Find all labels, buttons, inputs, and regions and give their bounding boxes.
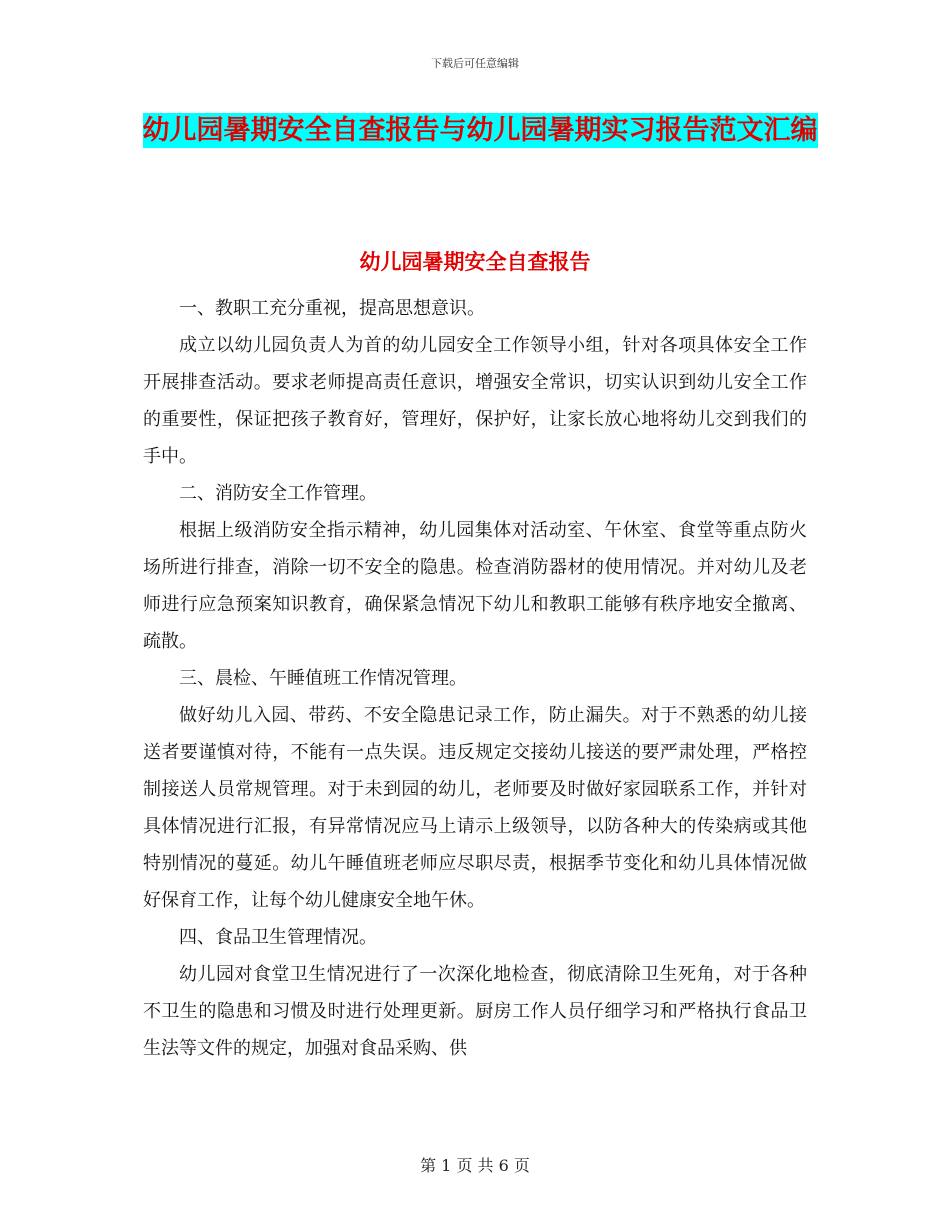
page-footer: 第 1 页 共 6 页 xyxy=(420,1156,530,1175)
document-title-text: 幼儿园暑期安全自查报告与幼儿园暑期实习报告范文汇编 xyxy=(142,115,818,146)
paragraph: 幼儿园对食堂卫生情况进行了一次深化地检查，彻底清除卫生死角，对于各种不卫生的隐患和习惯及时进行处理更新。厨房工作人员仔细学习和严格执行食品卫生法等文件的规定，加强对食品采购、供 xyxy=(143,964,807,1059)
paragraph: 做好幼儿入园、带药、不安全隐患记录工作，防止漏失。对于不熟悉的幼儿接送者要谨慎对待，不能有一点失误。违反规定交接幼儿接送的要严肃处理，严格控制接送人员常规管理。对于未到园的幼儿，老师要及时做好家园联系工作，并针对具体情况进行汇报，有异常情况应马上请示上级领导，以防各种大的传染病或其他特别情况的蔓延。幼儿午睡值班老师应尽职尽责，根据季节变化和幼儿具体情况做好保育工作，让每个幼儿健康安全地午休。 xyxy=(143,705,807,911)
document-body xyxy=(143,290,807,1067)
paragraph: 四、食品卫生管理情况。 xyxy=(179,927,377,948)
paragraph: 一、教职工充分重视，提高思想意识。 xyxy=(179,298,485,319)
page-header-note: 下载后可任意编辑 xyxy=(431,57,519,70)
paragraph: 根据上级消防安全指示精神，幼儿园集体对活动室、午休室、食堂等重点防火场所进行排查，消除一切不安全的隐患。检查消防器材的使用情况。并对幼儿及老师进行应急预案知识教育，确保紧急情况下幼儿和教职工能够有秩序地安全撤离、疏散。 xyxy=(143,520,807,652)
document-title xyxy=(140,108,820,154)
section-title: 幼儿园暑期安全自查报告 xyxy=(359,250,591,274)
paragraph: 三、晨检、午睡值班工作情况管理。 xyxy=(179,668,467,689)
paragraph: 成立以幼儿园负责人为首的幼儿园安全工作领导小组，针对各项具体安全工作开展排查活动。要求老师提高责任意识，增强安全常识，切实认识到幼儿安全工作的重要性，保证把孩子教育好，管理好，保护好，让家长放心地将幼儿交到我们的手中。 xyxy=(143,335,807,467)
paragraph: 二、消防安全工作管理。 xyxy=(179,483,377,504)
